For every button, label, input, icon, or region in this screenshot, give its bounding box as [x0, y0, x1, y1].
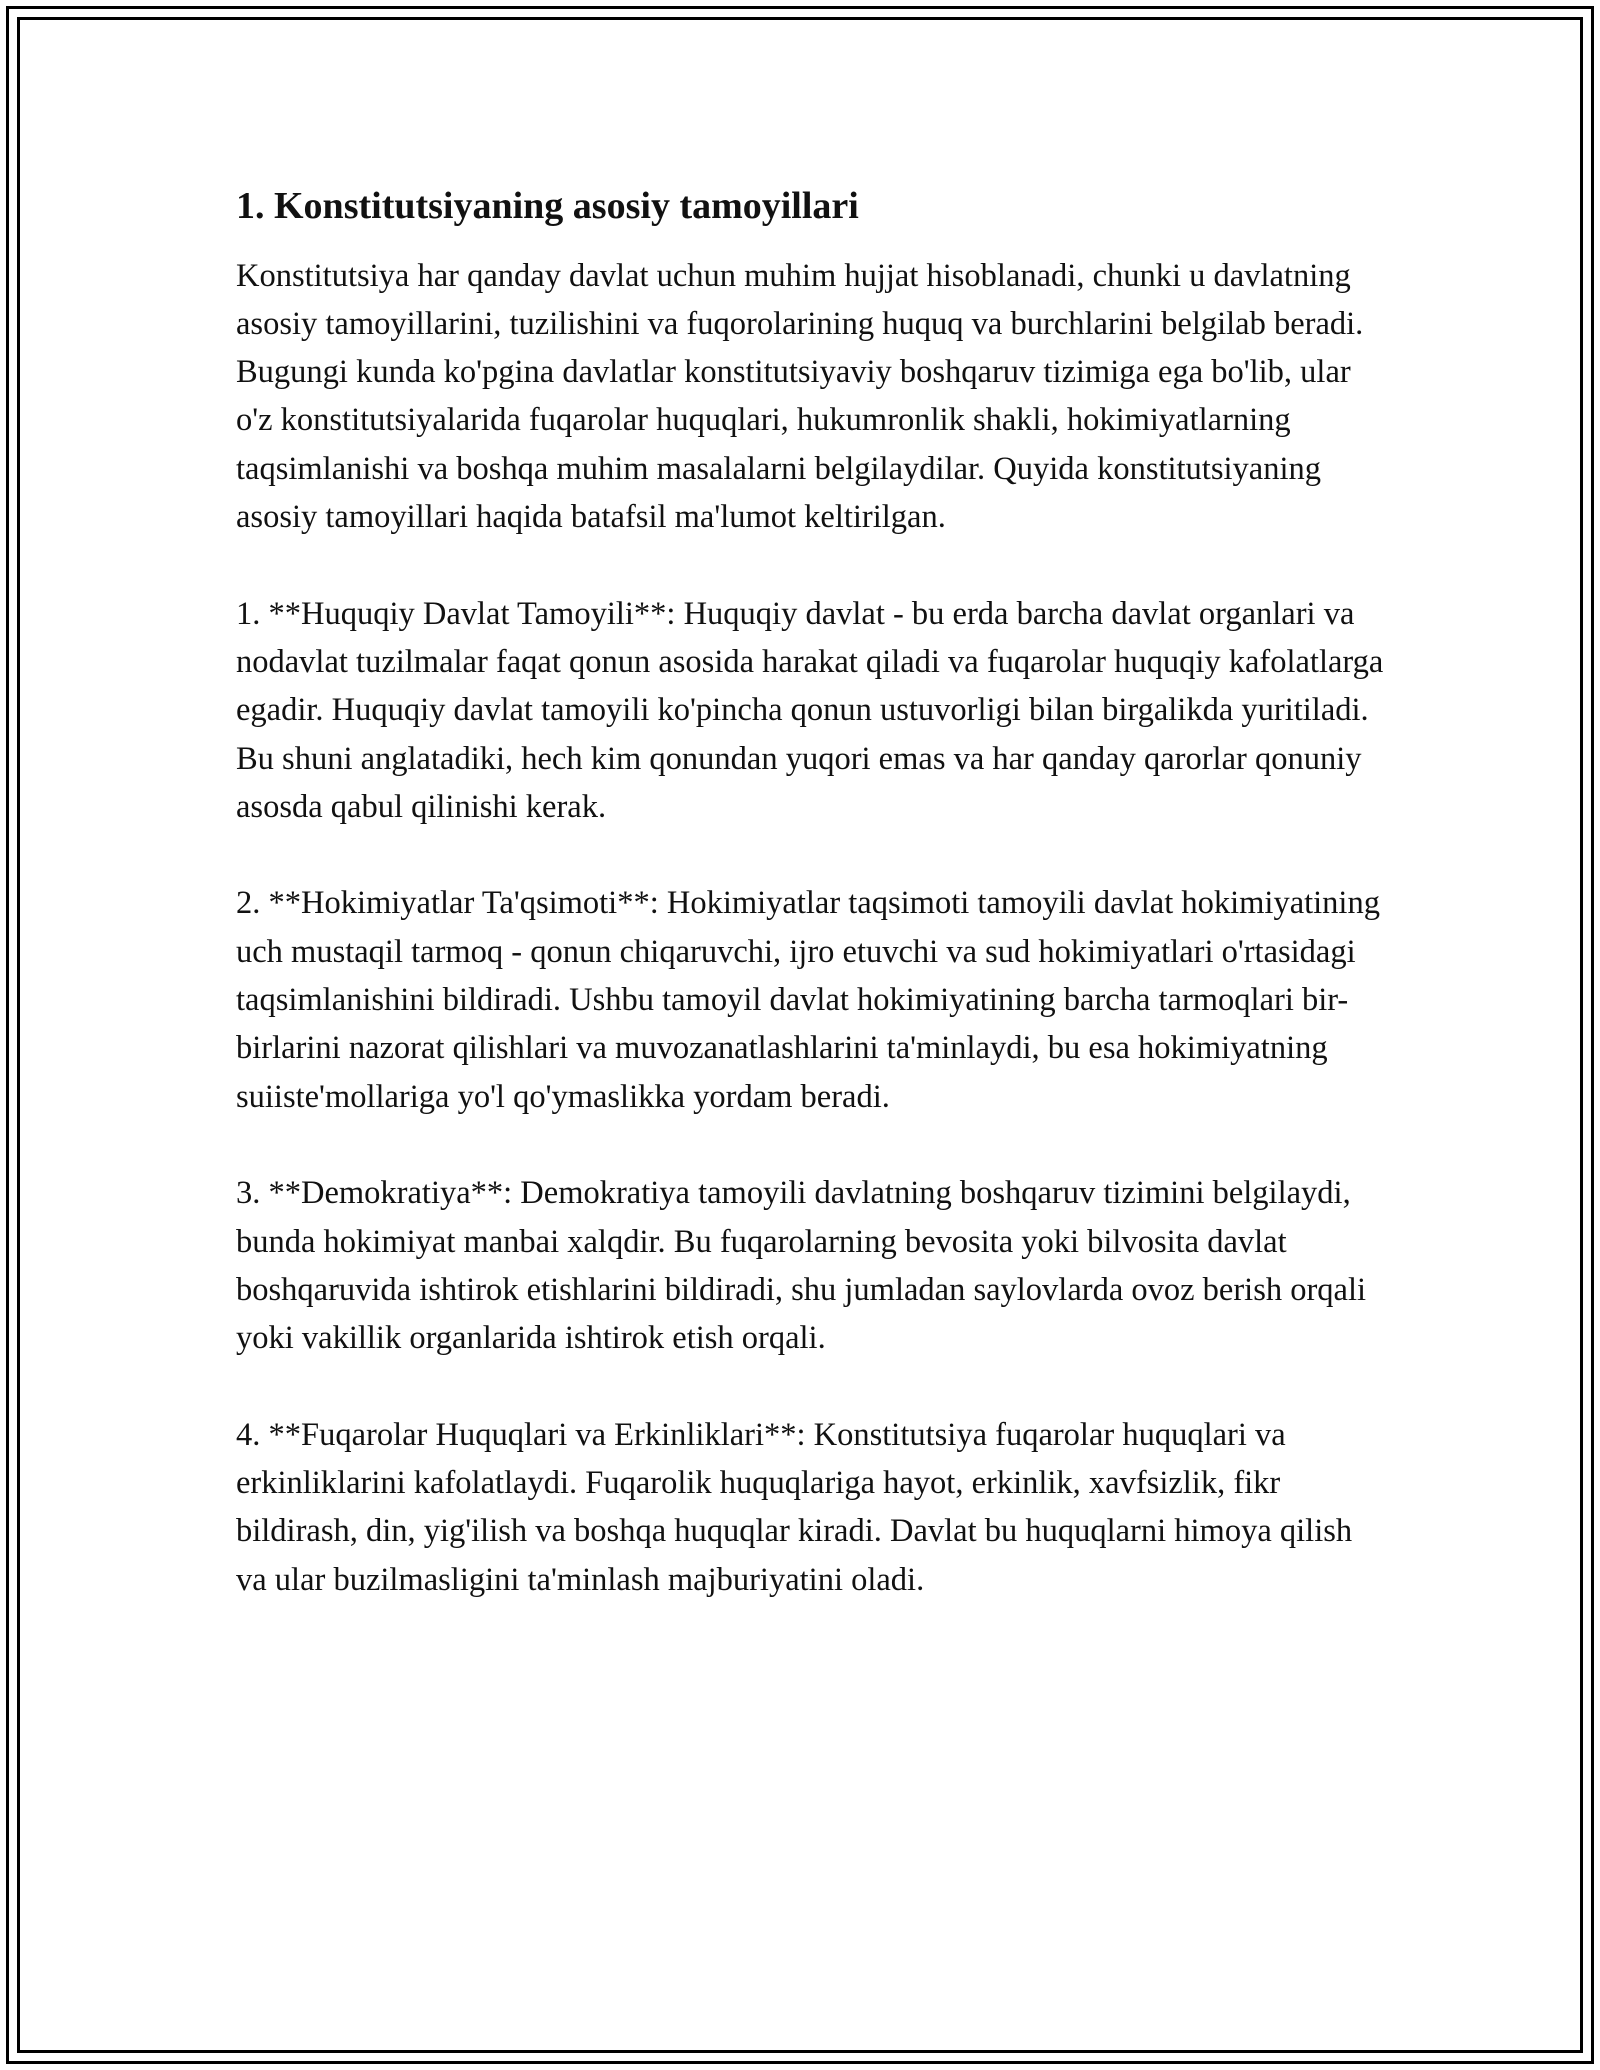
- principle-paragraph-rule-of-law: 1. **Huquqiy Davlat Tamoyili**: Huquqiy davlat - bu erda barcha davlat organlari va nodavlat tuzilmalar faqat qonun asosida harakat qiladi va fuqarolar huquqiy kafolatlarga egadir. Huquqiy davlat tamoyili ko'pincha qonun ustuvorligi bilan birgalikda yuritiladi. Bu shuni anglatadiki, hech kim qonundan yuqori emas va har qanday qarorlar qonuniy asosda qabul qilinishi kerak.: [236, 595, 1384, 825]
- principle-paragraph-citizen-rights: 4. **Fuqarolar Huquqlari va Erkinliklari**: Konstitutsiya fuqarolar huquqlari va erkinliklarini kafolatlaydi. Fuqarolik huquqlariga hayot, erkinlik, xavfsizlik, fikr bildirash, din, yig'ilish va boshqa huquqlar kiradi. Davlat bu huquqlarni himoya qilish va ular buzilmasligini ta'minlash majburiyatini oladi.: [236, 1416, 1353, 1598]
- principle-paragraph-separation-of-powers: 2. **Hokimiyatlar Ta'qsimoti**: Hokimiyatlar taqsimoti tamoyili davlat hokimiyatining uch mustaqil tarmoq - qonun chiqaruvchi, ijro etuvchi va sud hokimiyatlari o'rtasidagi taqsimlanishini bildiradi. Ushbu tamoyil davlat hokimiyatining barcha tarmoqlari bir-birlarini nazorat qilishlari va muvozanatlashlarini ta'minlaydi, bu esa hokimiyatning suiiste'mollariga yo'l qo'ymaslikka yordam beradi.: [236, 885, 1380, 1115]
- document-title: 1. Konstitutsiyaning asosiy tamoyillari: [236, 185, 859, 227]
- document-body: [236, 184, 1386, 1652]
- intro-paragraph: Konstitutsiya har qanday davlat uchun muhim hujjat hisoblanadi, chunki u davlatning asosiy tamoyillarini, tuzilishini va fuqorolarining huquq va burchlarini belgilab beradi. Bugungi kunda ko'pgina davlatlar konstitutsiyaviy boshqaruv tizimiga ega bo'lib, ular o'z konstitutsiyalarida fuqarolar huquqlari, hukumronlik shakli, hokimiyatlarning taqsimlanishi va boshqa muhim masalalarni belgilaydilar. Quyida konstitutsiyaning asosiy tamoyillari haqida batafsil ma'lumot keltirilgan.: [236, 257, 1364, 536]
- principle-paragraph-democracy: 3. **Demokratiya**: Demokratiya tamoyili davlatning boshqaruv tizimini belgilaydi, bunda hokimiyat manbai xalqdir. Bu fuqarolarning bevosita yoki bilvosita davlat boshqaruvida ishtirok etishlarini bildiradi, shu jumladan saylovlarda ovoz berish orqali yoki vakillik organlarida ishtirok etish orqali.: [236, 1175, 1367, 1357]
